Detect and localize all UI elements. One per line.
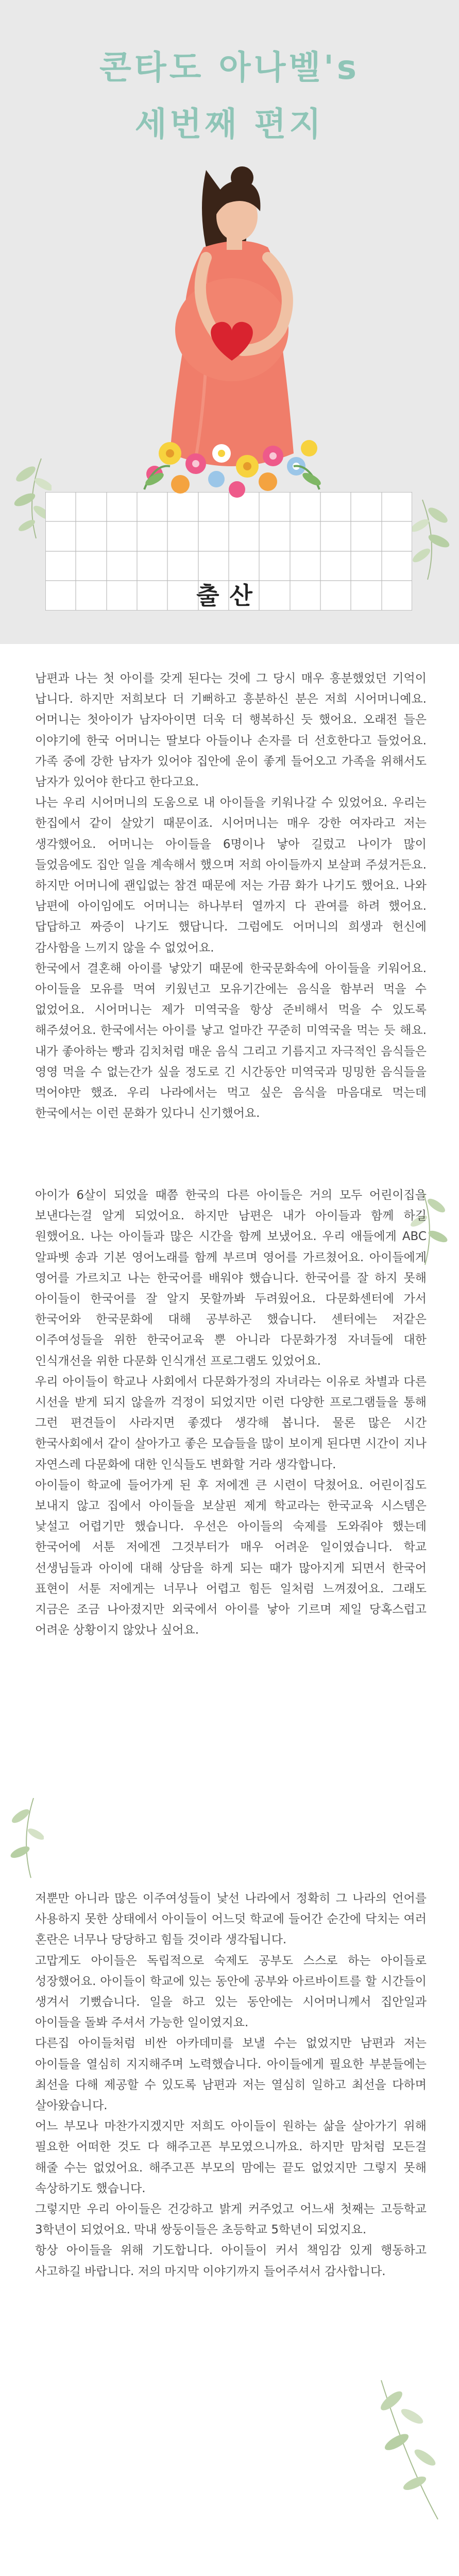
- paragraph: 한국에서 결혼해 아이를 낳았기 때문에 한국문화속에 아이들을 키워어요. 아이들을 모유를 먹여 키웠넌고 모유기간에는 음식을 함부러 먹을 수 없었어요. 시어머니는 제가 미역국을 항상 준비해서 먹을 수 있도록 해주셨어요. 한국에서는 아이를 낳고 얼마간 꾸준히 미역국을 먹는 듯 해요. 내가 좋아하는 빵과 김치처럼 매운 음식 그리고 기름지고 자극적인 음식들은 영영 먹을 수 없는간가 싶을 정도로 긴 시간동안 미역국과 밍밍한 음식들을 먹어야만 했죠. 우리 나라에서는 먹고 싶은 음식을 마음대로 먹는데 한국에서는 이런 문화가 있다니 신기했어요.: [35, 961, 427, 1121]
- paragraph: 우리 아이들이 학교나 사회에서 다문화가정의 자녀라는 이유로 차별과 다른 시선을 받게 되지 않을까 걱정이 되었지만 이런 다양한 프로그램들을 통해 그런 편견들이 사라지면 좋겠다 생각해 봅니다. 물론 많은 시간 한국사회에서 같이 살아가고 좋은 모습들을 많이 보이게 된다면 시간이 지나 자연스레 다문화에 대한 인식들도 변화할 거라 생각합니다.: [35, 1375, 427, 1471]
- paragraph: 저뿐만 아니라 많은 이주여성들이 낯선 나라에서 정확히 그 나라의 언어를 사용하지 못한 상태에서 아이들이 어느덧 학교에 들어간 순간에 닥치는 여러 혼란은 너무나 당당하고 힘들 것이라 생각됩니다.: [35, 1892, 427, 1947]
- page-title-line2: 세번째 편지: [134, 106, 325, 144]
- paragraph: 아이들이 학교에 들어가게 된 후 저에겐 큰 시련이 닥쳤어요. 어린이집도 보내지 않고 집에서 아이들을 보살핀 제게 학교라는 한국교육 시스템은 낯설고 어렵기만 했습니다. 우선은 아이들의 숙제를 도와줘야 했는데 한국어에 서툰 저에겐 그것부터가 매우 어려운 일이였습니다. 학교 선생님들과 아이에 대해 상담을 하게 되는 때가 많아지게 되면서 한국어 표현이 서툰 저에게는 너무나 어렵고 힘든 일처럼 느껴졌어요. 그래도 지금은 조금 나아졌지만 외국에서 아이를 낳아 기르며 제일 당혹스럽고 어려운 상황이지 않았나 싶어요.: [35, 1478, 427, 1637]
- leaf-branch-icon: [361, 2370, 453, 2524]
- paragraph: 남편과 나는 첫 아이를 갖게 된다는 것에 그 당시 매우 흥분했었던 기억이 납니다. 하지만 저희보다 더 기뻐하고 흥분하신 분은 저희 시어머니예요. 어머니는 첫아이가 남자아이면 더욱 더 행복하신 듯 했어요. 오래전 들은 이야기에 한국 어머니는 딸보다 아들이나 손자를 더 선호한다고 들었어요. 가족 중에 강한 남자가 있어야 집안에 운이 좋게 들어오고 가족을 위해서도 남자가 있어야 한다고 한다고요.: [35, 672, 427, 789]
- letter-section-3: [35, 1888, 427, 2282]
- paragraph: 아이가 6살이 되었을 때쯤 한국의 다른 아이들은 거의 모두 어린이집을 보낸다는걸 알게 되었어요. 하지만 남편은 내가 아이들과 함께 하길 원했어요. 나는 아이들과 많은 시간을 함께 보냈어요. 우리 애들에게 ABC 알파벳 송과 기본 영어노래를 함께 부르며 영어를 가르쳤어요. 아이들에게 영어를 가르치고 나는 한국어를 배워야 했습니다. 한국어를 잘 하지 못해 아이들이 한국어를 잘 알지 못할까봐 두려웠어요. 다문화센터에 가서 한국어와 한국문화에 대해 공부하곤 했습니다. 센터에는 저같은 이주여성들을 위한 한국어교육 뿐 아니라 다문화가정 자녀들에 대한 인식개선을 위한 다문화 인식개선 프로그램도 있었어요.: [35, 1189, 427, 1368]
- paragraph: 나는 우리 시어머니의 도움으로 내 아이들을 키워나갈 수 있었어요. 우리는 한집에서 같이 살았기 때문이죠. 시어머니는 매우 강한 여자라고 저는 생각했어요. 어머니는 아이들을 6명이나 낳아 길렀고 나이가 많이 들었음에도 집안 일을 계속해서 했으며 저희 아이들까지 보살펴 주셨거든요. 하지만 어머니에 괜입없는 참견 때문에 저는 가끔 화가 나기도 했어요. 나와 남편에 아이임에도 어머니는 하나부터 열까지 다 관여를 하려 했어요. 답답하고 짜증이 나기도 했답니다. 그럼에도 어머니의 희생과 헌신에 감사함을 느끼지 않을 수 없었어요.: [35, 796, 427, 955]
- pregnant-woman-illustration: [0, 0, 459, 526]
- letter-section-1: [35, 668, 427, 1124]
- paragraph: 다른집 아이들처럼 비싼 아카데미를 보낼 수는 없었지만 남편과 저는 아이들을 열심히 지지해주며 노력했습니다. 아이들에게 필요한 부분들에는 최선을 다해 제공할 수 있도록 남편과 저는 열심히 일하고 최선을 다하며 살아왔습니다.: [35, 2037, 427, 2113]
- paragraph: 어느 부모나 마찬가지겠지만 저희도 아이들이 원하는 삶을 살아가기 위해 필요한 어떠한 것도 다 해주고픈 부모였으니까요. 하지만 맘처럼 모든걸 해줄 수는 없었어요. 해주고픈 부모의 맘에는 끝도 없었지만 그렇지 못해 속상하기도 했습니다.: [35, 2120, 427, 2195]
- paragraph: 그렇지만 우리 아이들은 건강하고 밝게 커주었고 어느새 첫째는 고등학교 3학년이 되었어요. 막내 쌍둥이들은 초등학교 5학년이 되었지요.: [35, 2202, 427, 2237]
- page-title-line1: 콘타도 아나벨's: [99, 49, 360, 87]
- caption-birth: 출산: [196, 582, 263, 609]
- paragraph: 항상 아이들을 위해 기도합니다. 아이들이 커서 책임감 있게 행동하고 사고하길 바랍니다. 저의 마지막 이야기까지 들어주셔서 감사합니다.: [35, 2244, 427, 2278]
- hero-banner: [0, 0, 459, 644]
- leaf-branch-icon: [3, 1793, 44, 1880]
- paragraph: 고맙게도 아이들은 독립적으로 숙제도 공부도 스스로 하는 아이들로 성장했어요. 아이들이 학교에 있는 동안에 공부와 아르바이트를 할 시간들이 생겨서 기뻤습니다. 일을 하고 있는 동안에는 시어머니께서 집안일과 아이들을 돌봐 주셔서 가능한 일이였지요.: [35, 1954, 427, 2030]
- letter-section-2: [35, 1185, 427, 1640]
